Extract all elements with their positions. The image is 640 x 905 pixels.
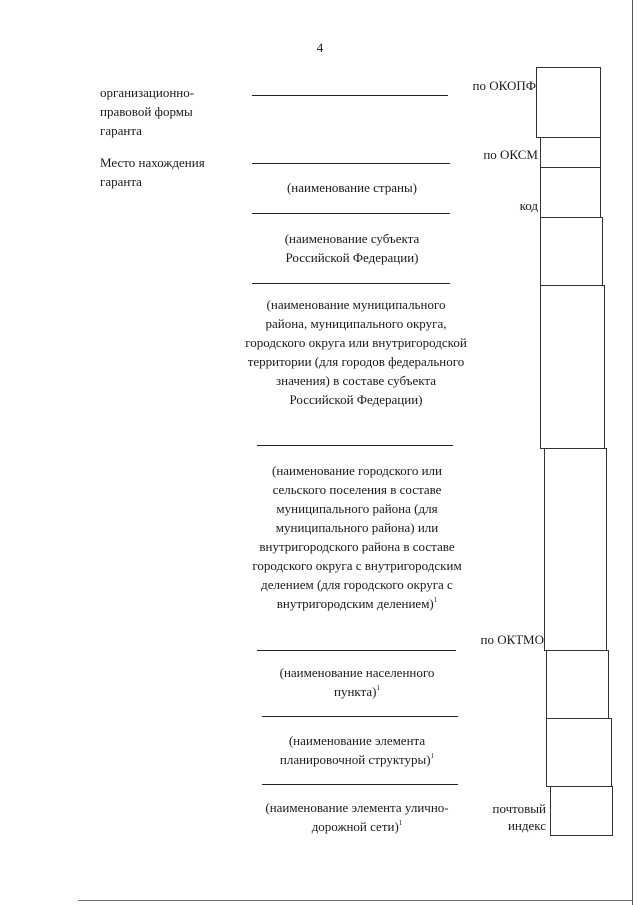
street-caption-text: (наименование элемента улично-дорожной сети) bbox=[265, 800, 449, 834]
settlement-caption bbox=[248, 461, 466, 613]
subject-line bbox=[252, 283, 450, 284]
oksm-label: по ОКСМ bbox=[483, 147, 538, 162]
locality-caption bbox=[262, 663, 452, 701]
country-code-box[interactable] bbox=[540, 167, 601, 218]
oksm-line bbox=[252, 163, 450, 164]
footnote-mark: 1 bbox=[398, 819, 403, 827]
settlement-oktmo-box[interactable] bbox=[544, 448, 607, 651]
postal-label bbox=[470, 800, 546, 834]
org-form-label: организационно-правовой формы гаранта bbox=[100, 85, 195, 138]
planning-line bbox=[262, 784, 458, 785]
settlement-line bbox=[257, 650, 456, 651]
locality-line bbox=[262, 716, 458, 717]
postal-index-box[interactable] bbox=[550, 786, 613, 836]
postal-label-line2: индекс bbox=[507, 818, 546, 833]
okopf-code-box[interactable] bbox=[536, 67, 601, 138]
org-form-line bbox=[252, 95, 448, 96]
subject-caption: (наименование субъекта Российской Федерации) bbox=[284, 231, 420, 265]
footnote-mark: 1 bbox=[433, 596, 438, 604]
page-edge-right bbox=[632, 0, 633, 905]
footnote-mark: 1 bbox=[430, 752, 435, 760]
planning-code-box[interactable] bbox=[546, 718, 612, 787]
street-caption bbox=[262, 798, 452, 836]
page-number: 4 bbox=[316, 40, 324, 55]
location-label: Место нахождения гаранта bbox=[100, 155, 205, 189]
locality-caption-text: (наименование населенного пункта) bbox=[279, 665, 435, 699]
municipal-oktmo-box[interactable] bbox=[540, 285, 605, 449]
postal-label-line1: почтовый bbox=[492, 801, 546, 816]
planning-caption bbox=[262, 731, 452, 769]
country-line bbox=[252, 213, 450, 214]
page-edge-bottom bbox=[78, 900, 632, 901]
planning-caption-text: (наименование элемента планировочной структуры) bbox=[279, 733, 431, 767]
oktmo-label: по ОКТМО bbox=[480, 632, 544, 647]
footnote-mark: 1 bbox=[376, 684, 380, 692]
municipal-caption: (наименование муниципального района, муниципального округа, городского округа или внутригородской территории (для городов федерального значения) в составе субъекта Российской Федерации) bbox=[245, 297, 467, 407]
subject-code-box[interactable] bbox=[540, 217, 603, 286]
settlement-caption-text: (наименование городского или сельского поселения в составе муниципального района (для муниципального района) или внутригородского района в составе городского округа с внутригородским делением (для городского округа с внутригородским делением) bbox=[252, 463, 462, 611]
locality-oktmo-box[interactable] bbox=[546, 650, 609, 719]
kod-label: код bbox=[519, 198, 538, 213]
okopf-label: по ОКОПФ bbox=[472, 78, 536, 93]
country-caption: (наименование страны) bbox=[286, 180, 418, 195]
oksm-code-box[interactable] bbox=[540, 137, 601, 168]
municipal-line bbox=[257, 445, 453, 446]
